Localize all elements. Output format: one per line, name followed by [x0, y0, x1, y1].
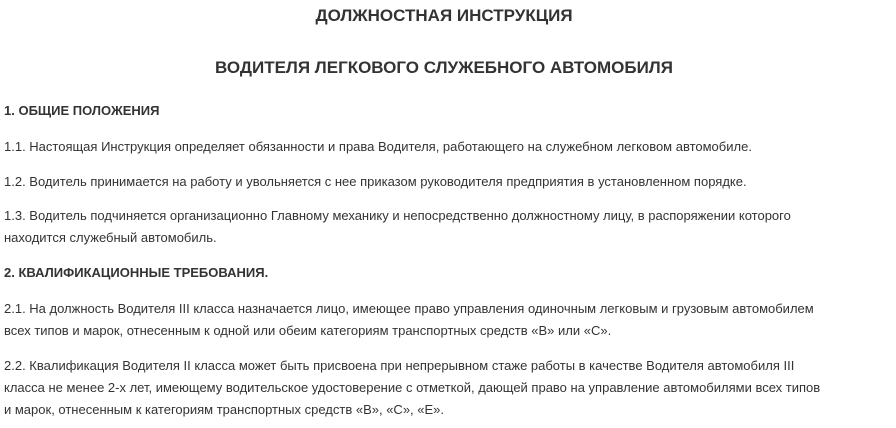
paragraph-line: 2.2. Квалификация Водителя II класса может быть присвоена при непрерывном стаже работы в качестве Водителя автомобиля III [4, 358, 795, 373]
paragraph-1-3 [4, 205, 888, 249]
paragraph-1-2 [4, 171, 888, 193]
paragraph-1-1 [4, 136, 888, 158]
paragraph-2-2 [4, 355, 888, 421]
paragraph-line: находится служебный автомобиль. [4, 230, 217, 245]
paragraph-line: 2.1. На должность Водителя III класса назначается лицо, имеющее право управления одиночным легковым и грузовым автомобилем [4, 301, 814, 316]
paragraph-2-1 [4, 298, 888, 342]
section-heading-general: 1. ОБЩИЕ ПОЛОЖЕНИЯ [4, 103, 160, 118]
document-title: ДОЛЖНОСТНАЯ ИНСТРУКЦИЯ [315, 6, 573, 25]
paragraph-line: 1.2. Водитель принимается на работу и увольняется с нее приказом руководителя предприятия в установленном порядке. [4, 174, 747, 189]
paragraph-line: класса не менее 2-х лет, имеющему водительское удостоверение с отметкой, дающей право на управление автомобилями всех типов [4, 380, 821, 395]
paragraph-line: и марок, отнесенным к категориям транспортных средств «В», «С», «Е». [4, 402, 445, 417]
document-subtitle: ВОДИТЕЛЯ ЛЕГКОВОГО СЛУЖЕБНОГО АВТОМОБИЛЯ [215, 58, 673, 77]
paragraph-line: всех типов и марок, отнесенным к одной или обеим категориям транспортных средств «В» или «С». [4, 323, 612, 338]
section-heading-qualification: 2. КВАЛИФИКАЦИОННЫЕ ТРЕБОВАНИЯ. [4, 265, 269, 280]
paragraph-line: 1.1. Настоящая Инструкция определяет обязанности и права Водителя, работающего на служебном легковом автомобиле. [4, 139, 752, 154]
paragraph-line: 1.3. Водитель подчиняется организационно Главному механику и непосредственно должностному лицу, в распоряжении которого [4, 208, 791, 223]
